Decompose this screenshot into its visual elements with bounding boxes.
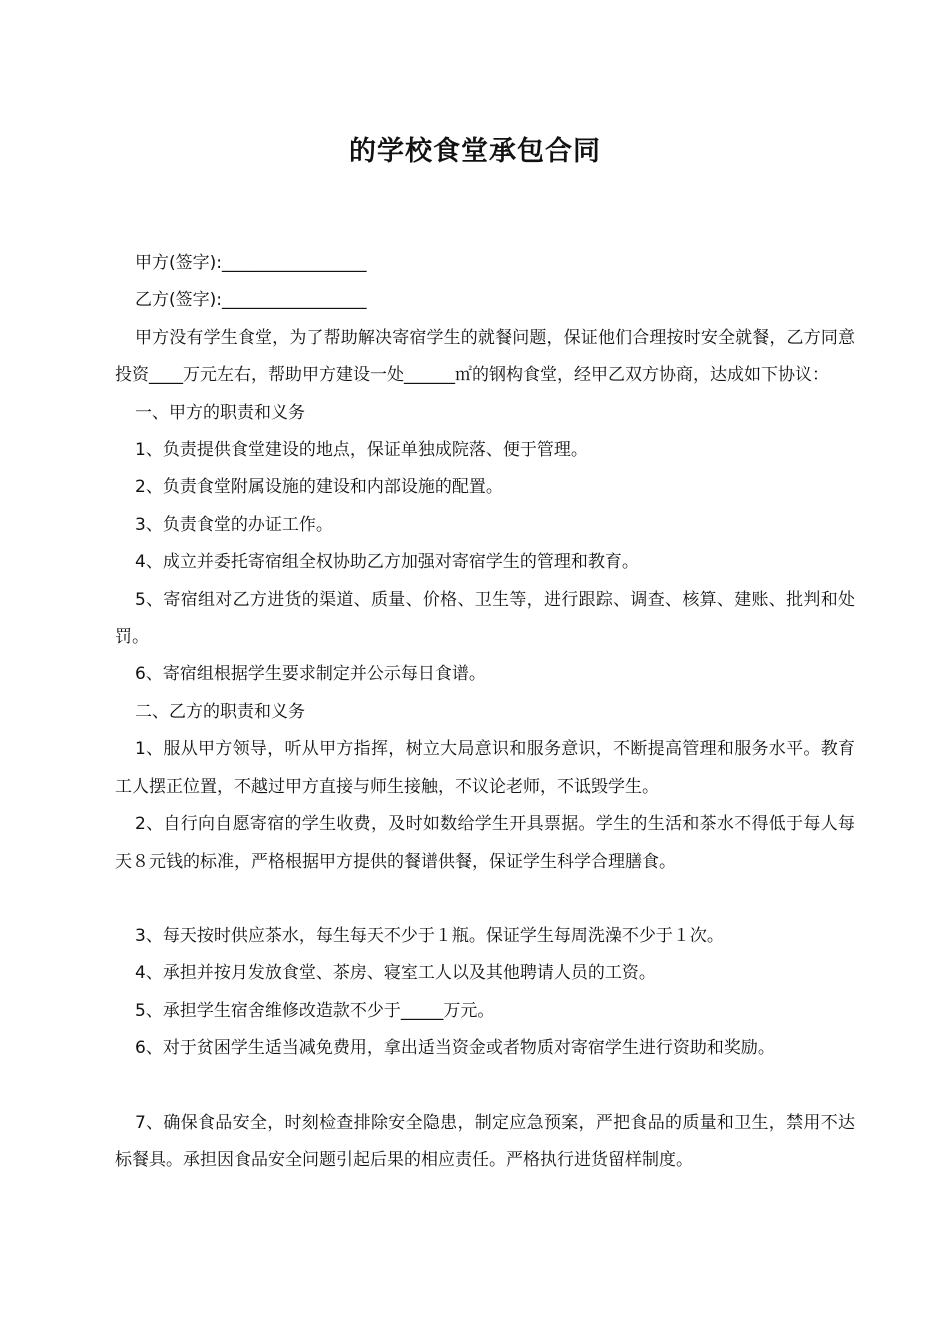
party-a-duty-2: 2、负责食堂附属设施的建设和内部设施的配置。 (135, 477, 503, 498)
party-b-duty-6: 6、对于贫困学生适当减免费用，拿出适当资金或者物质对寄宿学生进行资助和奖励。 (135, 1038, 775, 1059)
party-b-duty-3: 3、每天按时供应茶水，每生每天不少于１瓶。保证学生每周洗澡不少于１次。 (135, 925, 724, 946)
party-a-duty-4: 4、成立并委托寄宿组全权协助乙方加强对寄宿学生的管理和教育。 (135, 552, 639, 573)
section-heading-party-b: 二、乙方的职责和义务 (135, 701, 305, 722)
paragraph-spacer (115, 1068, 855, 1105)
party-a-duty-3: 3、负责食堂的办证工作。 (135, 514, 333, 535)
party-b-duty-4: 4、承担并按月发放食堂、茶房、寝室工人以及其他聘请人员的工资。 (135, 963, 656, 984)
party-b-duty-1: 1、服从甲方领导，听从甲方指挥，树立大局意识和服务意识，不断提高管理和服务水平。教育工人摆正位置，不越过甲方直接与师生接触，不议论老师，不诋毁学生。 (115, 739, 855, 797)
section-heading-party-a: 一、甲方的职责和义务 (135, 402, 305, 423)
party-a-signature-line: 甲方(签字):_________________ (135, 253, 367, 273)
party-b-duty-2: 2、自行向自愿寄宿的学生收费，及时如数给学生开具票据。学生的生活和茶水不得低于每人每天８元钱的标准，严格根据甲方提供的餐谱供餐，保证学生科学合理膳食。 (115, 814, 855, 872)
paragraph-spacer (115, 881, 855, 918)
party-b-duty-5: 5、承担学生宿舍维修改造款不少于_____万元。 (135, 1000, 495, 1021)
party-b-signature-line: 乙方(签字):_________________ (135, 290, 367, 311)
party-b-duty-7: 7、确保食品安全，时刻检查排除安全隐患，制定应急预案，严把食品的质量和卫生，禁用不达标餐具。承担因食品安全问题引起后果的相应责任。严格执行进货留样制度。 (115, 1112, 855, 1170)
party-a-duty-5: 5、寄宿组对乙方进货的渠道、质量、价格、卫生等，进行跟踪、调查、核算、建账、批判和处罚。 (115, 589, 855, 648)
document-title: 的学校食堂承包合同 (349, 136, 601, 167)
intro-paragraph: 甲方没有学生食堂，为了帮助解决寄宿学生的就餐问题，保证他们合理按时安全就餐，乙方同意投资____万元左右，帮助甲方建设一处______㎡的钢构食堂，经甲乙双方协商，达成如下协议： (115, 327, 855, 386)
party-a-duty-1: 1、负责提供食堂建设的地点，保证单独成院落、便于管理。 (135, 440, 588, 461)
contract-body (115, 245, 855, 1179)
party-a-duty-6: 6、寄宿组根据学生要求制定并公示每日食谱。 (135, 664, 486, 685)
